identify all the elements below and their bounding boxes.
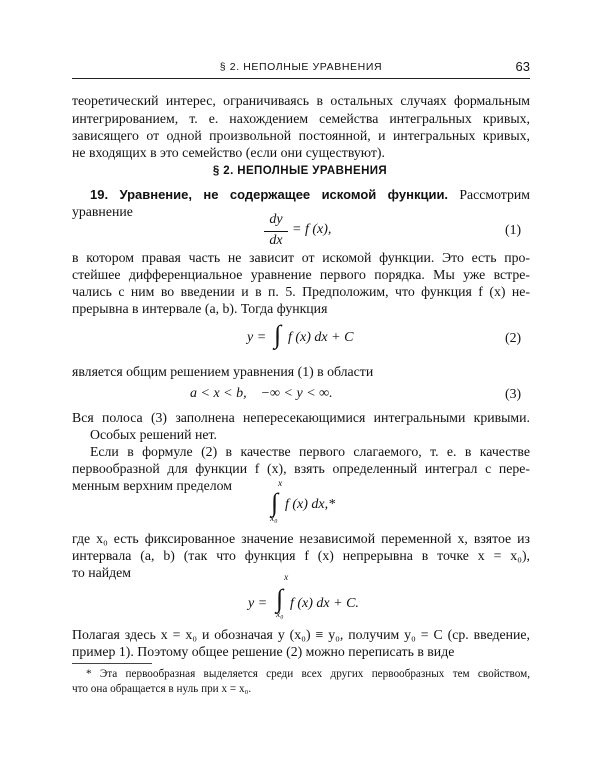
eq1-number: (1) bbox=[505, 222, 522, 237]
subsection-text: Рассмотрим bbox=[459, 187, 531, 202]
running-title: § 2. НЕПОЛНЫЕ УРАВНЕНИЯ bbox=[219, 61, 383, 73]
text-line: где x₀ есть фиксированное значение независимой переменной x, взятое из bbox=[72, 531, 530, 546]
eq4-integral-sign: ∫ bbox=[271, 488, 279, 517]
subsection-heading: 19. Уравнение, не содержащее искомой функции. bbox=[90, 187, 449, 202]
text-line: менным верхним пределом bbox=[72, 478, 232, 493]
eq5-lhs: y = bbox=[248, 596, 268, 611]
eq1-numerator: dy bbox=[269, 212, 283, 227]
eq4-lower-limit: x₀ bbox=[270, 514, 278, 524]
text-line: Если в формуле (2) в качестве первого слагаемого, т. е. в качестве bbox=[90, 444, 530, 459]
text-line: является общим решением уравнения (1) в области bbox=[72, 364, 374, 379]
text-line: теоретический интерес, ограничиваясь в остальных случаях формальным bbox=[72, 93, 530, 108]
text-line: не входящих в это семейство (если они существуют). bbox=[72, 145, 385, 160]
text-line: стейшее дифференциальное уравнение первого порядка. Мы уже встре- bbox=[72, 267, 530, 282]
text-line: Полагая здесь x = x₀ и обозначая y (x₀) ≡ y₀, получим y₀ = C (ср. введение, bbox=[72, 627, 530, 642]
text-line: первообразной для функции f (x), взять определенный интеграл с пере- bbox=[72, 461, 530, 476]
text-line: в котором правая часть не зависит от искомой функции. Это есть про- bbox=[72, 250, 530, 265]
eq2-body: f (x) dx + C bbox=[288, 330, 354, 345]
footnote-line: * Эта первообразная выделяется среди всех других первообразных тем свойством, bbox=[86, 668, 530, 680]
text-line: уравнение bbox=[72, 204, 133, 219]
text-line: то найдем bbox=[72, 565, 131, 580]
eq3-formula: a < x < b, −∞ < y < ∞. bbox=[190, 386, 333, 401]
eq4-body: f (x) dx,* bbox=[285, 497, 336, 512]
eq1-denominator: dx bbox=[269, 233, 283, 248]
subsection-line bbox=[72, 187, 530, 203]
eq2-integral-sign: ∫ bbox=[274, 320, 282, 349]
text-line: чались с ним во введении и в п. 5. Предположим, что функция f (x) не- bbox=[72, 284, 530, 299]
text-line: Вся полоса (3) заполнена непересекающимися интегральными кривыми. bbox=[72, 410, 530, 425]
page-number: 63 bbox=[515, 59, 530, 74]
text-line: пример 1). Поэтому общее решение (2) можно переписать в виде bbox=[72, 644, 455, 659]
text-line: интегрированием, т. е. нахождением семейства интегральных кривых, bbox=[72, 111, 530, 126]
text-line: зависящего от одной произвольной постоянной, и интегральных кривых, bbox=[72, 128, 530, 143]
eq5-upper-limit: x bbox=[284, 573, 289, 583]
text-line: прерывна в интервале (a, b). Тогда функция bbox=[72, 301, 328, 316]
eq2-number: (2) bbox=[505, 330, 522, 345]
text-line: Особых решений нет. bbox=[90, 427, 217, 442]
section-heading: § 2. НЕПОЛНЫЕ УРАВНЕНИЯ bbox=[212, 165, 388, 177]
eq5-body: f (x) dx + C. bbox=[290, 596, 359, 611]
footnote-line: что она обращается в нуль при x = x₀. bbox=[72, 683, 252, 695]
eq1-rhs: = f (x), bbox=[292, 222, 332, 237]
eq4-upper-limit: x bbox=[278, 479, 283, 489]
eq1-fraction-bar bbox=[264, 231, 288, 232]
text-line: интервала (a, b) (так что функция f (x) непрерывна в точке x = x₀), bbox=[72, 548, 530, 563]
eq3-number: (3) bbox=[505, 386, 522, 401]
running-header bbox=[72, 60, 530, 79]
footnote-divider bbox=[72, 663, 152, 664]
eq2-lhs: y = bbox=[247, 330, 267, 345]
eq5-lower-limit: x₀ bbox=[276, 610, 284, 620]
eq5-integral-sign: ∫ bbox=[276, 584, 284, 613]
